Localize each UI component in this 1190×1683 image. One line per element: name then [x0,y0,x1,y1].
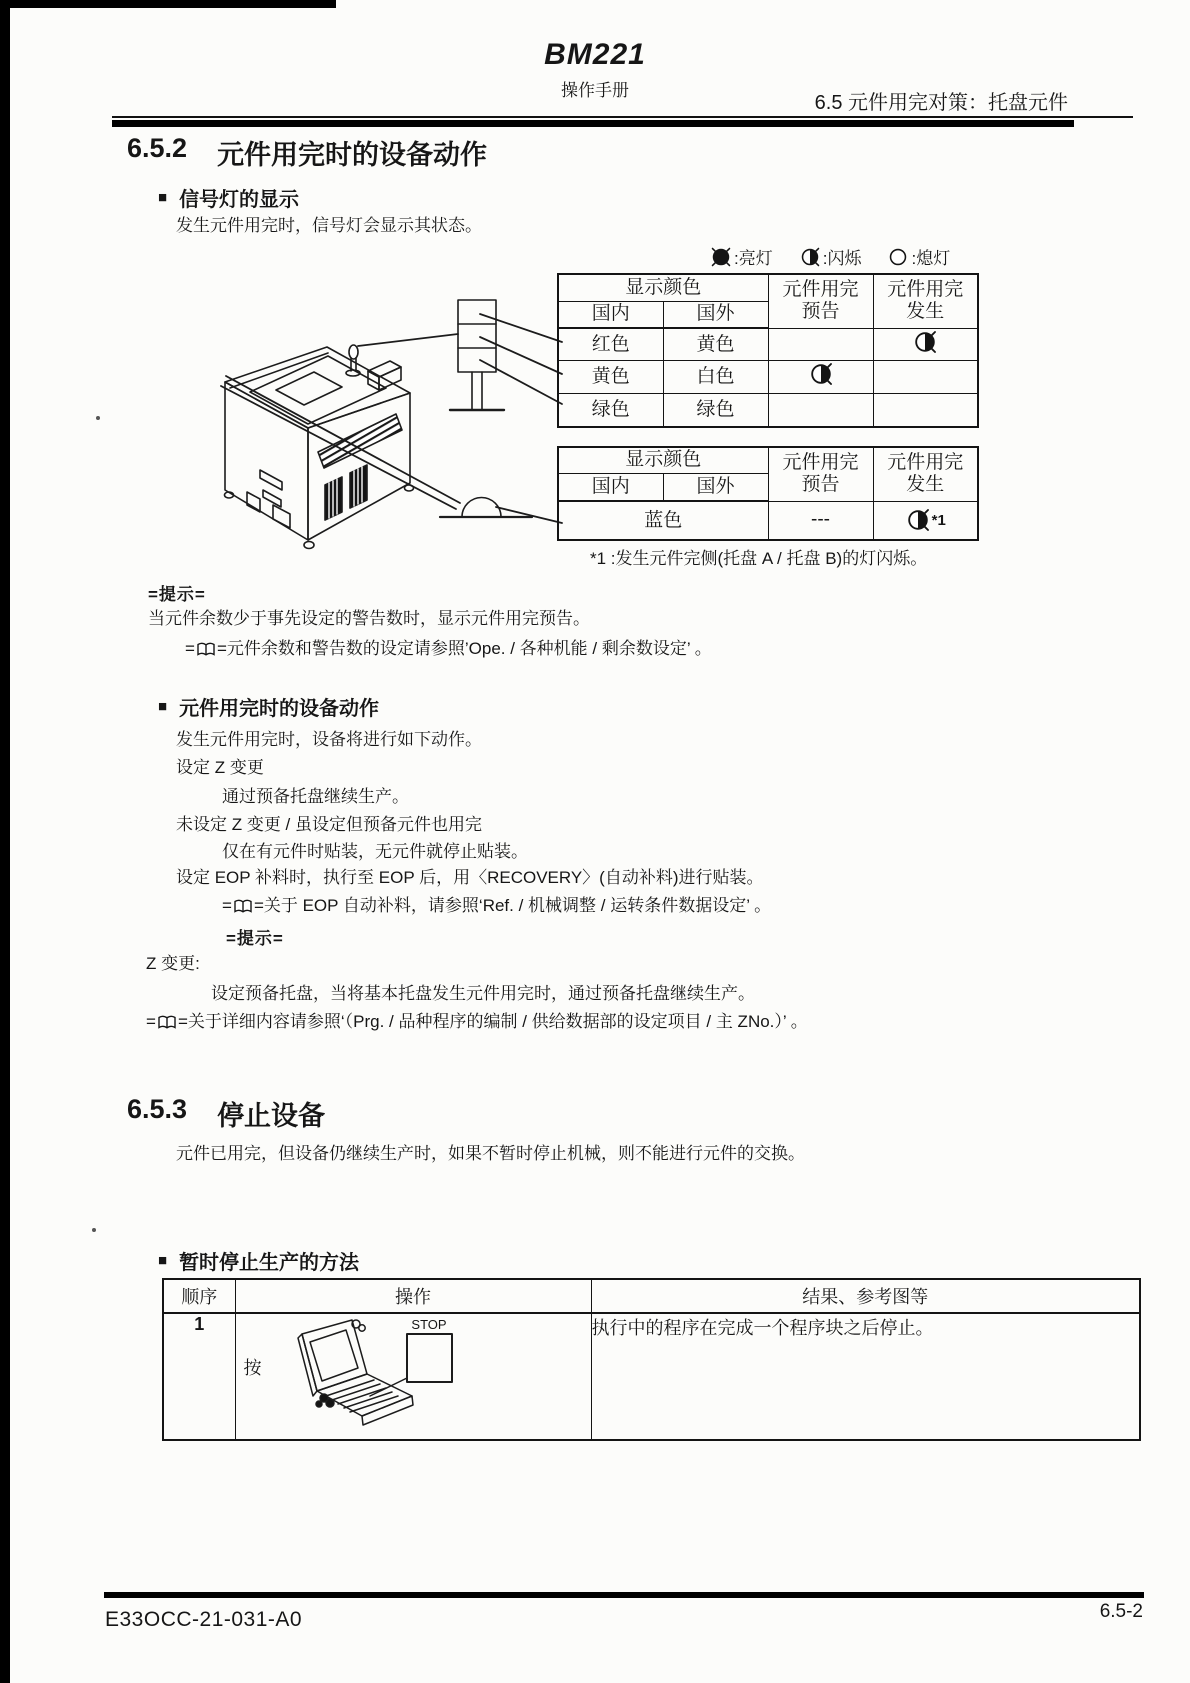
press-label: 按 [243,1358,262,1378]
col-runout-forecast-line2: 预告 [801,474,840,496]
pointer-tower-yellow-row [480,337,562,374]
col-runout-occur-line2: 发生 [906,301,945,323]
section-652-heading [127,133,487,172]
pointer-tray-a-to-dome [226,376,460,503]
running-section-ref: 6.5 元件用完对策：托盘元件 [814,92,1068,114]
stop-label: STOP [410,1317,447,1332]
footer-doc-number: E33OCC-21-031-A0 [105,1608,303,1631]
pointer-tower-red-row [480,314,562,342]
section-653-number: 6.5.3 [127,1094,188,1124]
action-line: 未设定 Z 变更 / 虽设定但预备元件也用完 [176,815,482,834]
action-line: Z 变更: [146,954,200,973]
signal-tower [450,300,504,410]
operation-table [162,1278,1141,1441]
col-runout-forecast [768,447,873,501]
legend-label: :亮灯 [734,249,773,268]
col-runout-forecast-line1: 元件用完 [782,452,859,474]
manual-book-icon [157,1015,177,1030]
pointer-dome-to-blue-row [496,507,562,523]
scan-speck [96,416,100,420]
col-result: 结果、参考图等 [591,1279,1140,1313]
action-line: 设定预备托盘，当将基本托盘发生元件用完时，通过预备托盘继续生产。 [211,984,755,1003]
ref-text: 元件余数和警告数的设定请参照’Ope. / 各种机能 / 剩余数设定’ 。 [226,639,712,658]
section-652-title: 元件用完时的设备动作 [217,140,488,170]
console-illustration [272,1316,472,1436]
ref-eq: = [253,896,264,915]
action-line: 仅在有元件时贴装，无元件就停止贴装。 [222,842,528,861]
col-runout-occur-line2: 发生 [906,474,945,496]
square-bullet-icon: ■ [158,189,168,206]
cell-domestic: 黄色 [558,361,663,394]
footnote-marker: *1 [931,511,946,529]
flash-lamp-icon [905,507,931,533]
lamp-icon [912,361,938,387]
col-runout-occur-line1: 元件用完 [887,279,964,301]
manual-book-icon [196,642,216,657]
scan-speck [92,1228,96,1232]
console-knob [358,1325,364,1331]
scan-edge-left [0,0,10,1683]
table-row-red [558,328,978,361]
flash-lamp-icon [808,361,834,387]
col-domestic: 国内 [558,301,663,328]
manual-book-icon [233,899,253,914]
footer-rule [104,1592,1144,1598]
manual-ref-line [222,895,771,918]
ref-text: 关于 EOP 自动补料，请参照‘Ref. / 机械调整 / 运转条件数据设定’ 。 [263,896,772,915]
manual-ref-line [146,1011,808,1034]
col-overseas: 国外 [663,473,768,501]
machine-illustration [225,345,414,549]
pointer-beacon-to-tower [358,334,458,346]
col-runout-occur-line1: 元件用完 [887,452,964,474]
signal-table-main [557,273,979,428]
s653-intro: 元件已用完，但设备仍继续生产时，如果不暂时停止机械，则不能进行元件的交换。 [176,1144,805,1163]
method-heading [158,1246,359,1275]
legend-label: :闪烁 [822,249,862,268]
stop-key-box [407,1334,452,1382]
section-653-heading [127,1094,325,1133]
pointer-tower-green-row [480,360,562,404]
action-heading [158,692,379,721]
section-652-number: 6.5.2 [127,133,188,163]
col-display-color: 显示颜色 [558,447,768,473]
ref-eq: = [185,639,195,658]
section-653-title: 停止设备 [217,1101,326,1131]
square-bullet-icon: ■ [158,698,168,715]
col-operation: 操作 [235,1279,591,1313]
action-line: 设定 Z 变更 [176,758,264,777]
cell-domestic: 红色 [558,328,663,361]
cell-overseas: 黄色 [663,328,768,361]
col-runout-occur [873,274,978,328]
step-number: 1 [163,1313,235,1440]
table-footnote: *1 :发生元件完侧(托盘 A / 托盘 B)的灯闪烁。 [590,549,928,568]
ref-eq: = [216,639,227,658]
action-heading-label: 元件用完时的设备动作 [179,698,380,720]
tip-label: =提示= [148,585,206,604]
legend-label: :熄灯 [911,249,951,268]
console-button [316,1401,322,1407]
cell-overseas: 白色 [663,361,768,394]
col-overseas: 国外 [663,301,768,328]
action-line: 发生元件用完时，设备将进行如下动作。 [176,730,482,749]
console-back-panel [302,1320,367,1391]
square-bullet-icon: ■ [158,1252,168,1269]
lamp-icon [808,329,834,355]
footer-page-number: 6.5-2 [1099,1601,1143,1622]
signal-intro: 发生元件用完时，信号灯会显示其状态。 [176,216,482,235]
scan-edge-top [0,0,336,8]
ref-eq: = [222,896,232,915]
cell-forecast-dash: --- [768,501,873,540]
signal-heading [158,183,299,212]
col-sequence: 顺序 [163,1279,235,1313]
step-operation-cell [235,1313,591,1440]
header-rule-thin [112,116,1133,118]
step-result: 执行中的程序在完成一个程序块之后停止。 [591,1313,1140,1440]
console-side-edge [298,1334,317,1396]
col-runout-forecast-line1: 元件用完 [782,279,859,301]
ref-text: 关于详细内容请参照‘（Prg. / 品种程序的编制 / 供给数据部的设定项目 / 主 ZNo.）’ 。 [187,1012,808,1031]
ref-eq: = [146,1012,156,1031]
col-domestic: 国内 [558,473,663,501]
table-row-green [558,394,978,427]
table-row-step1 [163,1313,1140,1440]
cell-color: 蓝色 [558,501,768,540]
console-screen [310,1330,358,1381]
document-subtitle: 操作手册 [561,81,629,100]
action-line: 设定 EOP 补料时，执行至 EOP 后，用〈RECOVERY〉(自动补料)进行贴装。 [176,868,764,887]
table-row-yellow [558,361,978,394]
console-front-edge [362,1396,413,1425]
signal-heading-label: 信号灯的显示 [179,189,300,211]
tip-label: =提示= [226,929,284,948]
col-runout-forecast [768,274,873,328]
flash-lamp-icon [912,329,938,355]
lamp-icon [808,394,834,420]
table-row-blue [558,501,978,540]
cell-domestic: 绿色 [558,394,663,427]
cell-overseas: 绿色 [663,394,768,427]
header-rule-thick [112,120,1074,127]
manual-ref-line [185,638,712,661]
lamp-icon [912,394,938,420]
col-runout-occur [873,447,978,501]
action-line: 通过预备托盘继续生产。 [222,787,409,806]
col-display-color: 显示颜色 [558,274,768,301]
document-brand: BM221 [544,38,646,71]
method-heading-label: 暂时停止生产的方法 [179,1252,360,1274]
col-runout-forecast-line2: 预告 [801,301,840,323]
console-button [326,1399,334,1407]
signal-table-blue [557,446,979,541]
ref-eq: = [177,1012,188,1031]
tip-text: 当元件余数少于事先设定的警告数时，显示元件用完预告。 [148,609,590,628]
